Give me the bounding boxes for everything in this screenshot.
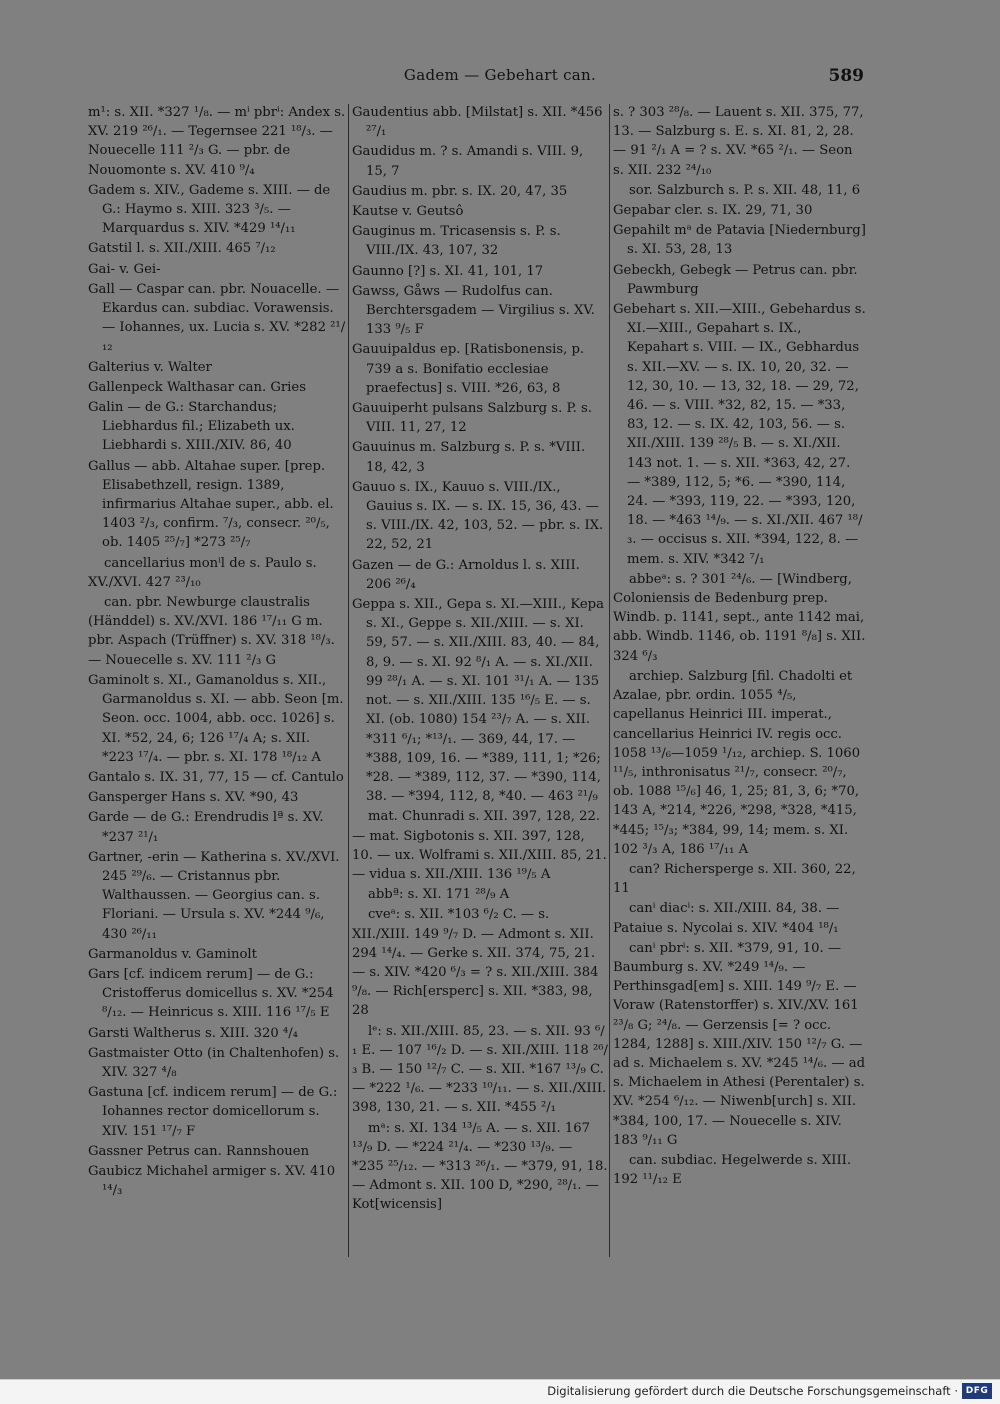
index-entry: Gastmaister Otto (in Chaltenhofen) s. XIV. 327 ⁴/₈ bbox=[88, 1045, 340, 1080]
index-entry: canⁱ pbrⁱ: s. XII. *379, 91, 10. — Baumburg s. XV. *249 ¹⁴/₉. — Perthinsgad[em] s. XIII. 149 ⁹/₇ E. — Voraw (Ratenstorffer) s. XIV./XV. 161 ²³/₈ G; ²⁴/₈. — Gerzensis [= ? occ. 1284, 1288] s. XIII./XIV. 150 ¹²/₇ G. — ad s. Michaelem s. XV. *245 ¹⁴/₆. — ad s. Michaelem in Athesi (Perentaler) s. XV. *254 ⁶/₁₂. — Niwenb[urch] s. XII. *384, 100, 17. — Nouecelle s. XIV. 183 ⁹/₁₁ G bbox=[613, 940, 866, 1148]
index-entry: m¹: s. XII. *327 ¹/₈. — mⁱ pbrⁱ: Andex s. XV. 219 ²⁶/₁. — Tegernsee 221 ¹⁸/₃. — Nouecelle 111 ²/₃ G. — pbr. de Nouomonte s. XV. 410 ⁹/₄ bbox=[88, 105, 346, 178]
index-entry: Gall — Caspar can. pbr. Nouacelle. — Ekardus can. subdiac. Vorawensis. — Iohannes, ux. Lucia s. XV. *282 ²¹/₁₂ bbox=[88, 281, 346, 355]
index-entry: Gebeckh, Gebegk — Petrus can. pbr. Pawmburg bbox=[613, 262, 858, 297]
index-entry: Gadem s. XIV., Gademe s. XIII. — de G.: Haymo s. XIII. 323 ³/₅. — Marquardus s. XIV. *429 ¹⁴/₁₁ bbox=[88, 182, 331, 237]
column-divider bbox=[348, 104, 349, 1257]
index-entry: can? Richersperge s. XII. 360, 22, 11 bbox=[613, 861, 856, 897]
index-entry: Gepabar cler. s. IX. 29, 71, 30 bbox=[613, 203, 813, 219]
index-entry: Gaudentius abb. [Milstat] s. XII. *456 ²⁷/₁ bbox=[352, 105, 603, 140]
funding-credit: Digitalisierung gefördert durch die Deutsche Forschungsgemeinschaft · bbox=[547, 1384, 958, 1398]
index-entry: s. ? 303 ²⁸/₈. — Lauent s. XII. 375, 77, 13. — Salzburg s. E. s. XI. 81, 2, 28. — 91 ²/₁ A = ? s. XV. *65 ²/₁. — Seon s. XII. 232 ²⁴/₁₀ bbox=[613, 105, 864, 178]
index-entry: Gantalo s. IX. 31, 77, 15 — cf. Cantulo bbox=[88, 769, 344, 785]
index-entry: archiep. Salzburg [fil. Chadolti et Azalae, pbr. ordin. 1055 ⁴/₅, capellanus Heinrici III. imperat., cancellarius Heinrici IV. regis occ. 1058 ¹³/₆—1059 ¹/₁₂, archiep. S. 1060 ¹¹/₅, inthronisatus ²¹/₇, consecr. ²⁰/₇, ob. 1088 ¹⁵/₆] 46, 1, 25; 81, 3, 6; *70, 143 A, *214, *226, *298, *328, *415, *445; ¹⁵/₃; *384, 99, 14; mem. s. XI. 102 ³/₃ A, 186 ¹⁷/₁₁ A bbox=[613, 668, 861, 857]
index-entry: Gauuipaldus ep. [Ratisbonensis, p. 739 a s. Bonifatio ecclesiae praefectus] s. VIII. *26, 63, 8 bbox=[352, 342, 585, 396]
index-entry: Gars [cf. indicem rerum] — de G.: Cristofferus domicellus s. XV. *254 ⁸/₁₂. — Heinricus s. XIII. 116 ¹⁷/₅ E bbox=[88, 966, 334, 1021]
index-column-middle bbox=[352, 103, 608, 1263]
index-entry: Gastuna [cf. indicem rerum] — de G.: Iohannes rector domicellorum s. XIV. 151 ¹⁷/₇ F bbox=[88, 1085, 338, 1139]
index-entry: Gauginus m. Tricasensis s. P. s. VIII./IX. 43, 107, 32 bbox=[352, 224, 561, 259]
index-entry: Gartner, -erin — Katherina s. XV./XVI. 245 ²⁹/₆. — Cristannus pbr. Walthaussen. — Georgius can. s. Floriani. — Ursula s. XV. *244 ⁹/₆, 430 ²⁶/₁₁ bbox=[88, 849, 340, 942]
index-entry: Garsti Waltherus s. XIII. 320 ⁴/₄ bbox=[88, 1025, 298, 1041]
index-entry: Gansperger Hans s. XV. *90, 43 bbox=[88, 790, 299, 806]
index-entry: Gaudidus m. ? s. Amandi s. VIII. 9, 15, 7 bbox=[352, 144, 584, 179]
index-entry: Gawss, Gåws — Rudolfus can. Berchtersgadem — Virgilius s. XV. 133 ⁹/₅ F bbox=[352, 283, 595, 338]
index-entry: cveᵃ: s. XII. *103 ⁶/₂ C. — s. XII./XIII. 149 ⁹/₇ D. — Admont s. XII. 294 ¹⁴/₄. — Gerke s. XII. 374, 75, 21. — s. XIV. *420 ⁶/₃ = ? s. XII./XIII. 384 ⁹/₈. — Rich[ersperc] s. XII. *383, 98, 28 bbox=[352, 907, 599, 1019]
index-entry: Gaubicz Michahel armiger s. XV. 410 ¹⁴/₃ bbox=[88, 1163, 336, 1199]
index-entry: Gassner Petrus can. Rannshouen bbox=[88, 1143, 310, 1159]
index-entry: Garmanoldus v. Gaminolt bbox=[88, 946, 257, 962]
index-entry: Gaunno [?] s. XI. 41, 101, 17 bbox=[352, 263, 544, 279]
index-entry: Galin — de G.: Starchandus; Liebhardus fil.; Elizabeth ux. Liebhardi s. XIII./XIV. 86, 40 bbox=[88, 400, 295, 454]
index-entry: canⁱ diacⁱ: s. XII./XIII. 84, 38. — Pataiue s. Nycolai s. XIV. *404 ¹⁸/₁ bbox=[613, 901, 840, 936]
column-divider bbox=[609, 104, 610, 1257]
index-entry: abbeᵃ: s. ? 301 ²⁴/₆. — [Windberg, Coloniensis de Bedenburg prep. Windb. p. 1141, sept., ante 1142 mai, abb. Windb. 1146, ob. 1191 ⁸/₈] s. XII. 324 ⁶/₃ bbox=[613, 571, 866, 664]
index-entry: can. pbr. Newburge claustralis (Händdel) s. XV./XVI. 186 ¹⁷/₁₁ G m. pbr. Aspach (Trüffner) s. XV. 318 ¹⁸/₃. — Nouecelle s. XV. 111 ²/₃ G bbox=[88, 595, 335, 668]
index-column-left bbox=[88, 103, 346, 1263]
footer-bar bbox=[0, 1379, 1000, 1404]
page-number: 589 bbox=[828, 66, 864, 86]
index-entry: Gepahilt mᵃ de Patavia [Niedernburg] s. XI. 53, 28, 13 bbox=[613, 223, 866, 258]
dfg-logo: DFG bbox=[962, 1383, 992, 1399]
index-entry: Gai- v. Gei- bbox=[88, 261, 161, 277]
running-title: Gadem — Gebehart can. bbox=[403, 66, 597, 84]
index-entry: Garde — de G.: Erendrudis lª s. XV. *237 ²¹/₁ bbox=[88, 810, 324, 845]
index-entry: Geppa s. XII., Gepa s. XI.—XIII., Kepa s. XI., Geppe s. XII./XIII. — s. XI. 59, 57. — s. XII./XIII. 83, 40. — 84, 8, 9. — s. XI. 92 ⁸/₁ A. — s. XI./XII. 99 ²⁸/₁ A. — s. XI. 101 ³¹/₁ A. — 135 not. — s. XII./XIII. 135 ¹⁶/₅ E. — s. XI. (ob. 1080) 154 ²³/₇ A. — s. XII. *311 ⁶/₁; *¹³/₁. — 369, 44, 17. — *388, 109, 16. — *389, 111, 1; *26; *28. — *389, 112, 37. — *390, 114, 38. — *394, 112, 8, *40. — 463 ²¹/₉ bbox=[352, 597, 604, 805]
index-entry: cancellarius monⁱl de s. Paulo s. XV./XVI. 427 ²³/₁₀ bbox=[88, 555, 317, 590]
index-entry: Kautse v. Geutsô bbox=[352, 204, 464, 220]
index-entry: lᵉ: s. XII./XIII. 85, 23. — s. XII. 93 ⁶/₁ E. — 107 ¹⁶/₂ D. — s. XII./XIII. 118 ²⁶/₃ B. — 150 ¹²/₇ C. — s. XII. *167 ¹³/₉ C. — *222 ¹/₆. — *233 ¹⁰/₁₁. — s. XII./XIII. 398, 130, 21. — s. XII. *455 ²/₁ bbox=[352, 1023, 608, 1116]
index-entry: mat. Chunradi s. XII. 397, 128, 22. — mat. Sigbotonis s. XII. 397, 128, 10. — ux. Wolframi s. XII./XIII. 85, 21. — vidua s. XII./XIII. 136 ¹⁹/₅ A bbox=[352, 809, 607, 882]
index-entry: Gaminolt s. XI., Gamanoldus s. XII., Garmanoldus s. XI. — abb. Seon [m. Seon. occ. 1004, abb. occ. 1026] s. XI. *52, 24, 6; 126 ¹⁷/₄ A; s. XII. *223 ¹⁷/₄. — pbr. s. XI. 178 ¹⁸/₁₂ A bbox=[88, 672, 344, 765]
index-entry: can. subdiac. Hegelwerde s. XIII. 192 ¹¹/₁₂ E bbox=[613, 1152, 852, 1188]
index-entry: Gaudius m. pbr. s. IX. 20, 47, 35 bbox=[352, 183, 568, 199]
index-entry: mᵃ: s. XI. 134 ¹³/₅ A. — s. XII. 167 ¹³/₉ D. — *224 ²¹/₄. — *230 ¹³/₉. — *235 ²⁵/₁₂. — *313 ²⁶/₁. — *379, 91, 18. — Admont s. XII. 100 D, *290, ²⁸/₁. — Kot[wicensis] bbox=[352, 1120, 608, 1213]
index-entry: Gallus — abb. Altahae super. [prep. Elisabethzell, resign. 1389, infirmarius Altahae super., abb. el. 1403 ²/₃, confirm. ⁷/₃, consecr. ²⁰/₅, ob. 1405 ²⁵/₇] *273 ²⁵/₇ bbox=[88, 458, 334, 551]
index-entry: Galterius v. Walter bbox=[88, 359, 212, 375]
index-entry: Gebehart s. XII.—XIII., Gebehardus s. XI.—XIII., Gepahart s. IX., Kepahart s. VIII. — IX., Gebhardus s. XII.—XV. — s. IX. 10, 20, 32. — 12, 30, 10. — 13, 32, 18. — 29, 72, 46. — s. VIII. *32, 82, 15. — *33, 83, 12. — s. IX. 42, 103, 56. — s. XII./XIII. 139 ²⁸/₅ B. — s. XI./XII. 143 not. 1. — s. XII. *363, 42, 27. — *389, 112, 5; *6. — *390, 114, 24. — *393, 119, 22. — *393, 120, 18. — *463 ¹⁴/₉. — s. XI./XII. 467 ¹⁸/₃. — occisus s. XII. *394, 122, 8. — mem. s. XIV. *342 ⁷/₁ bbox=[613, 302, 866, 567]
index-entry: Gatstil l. s. XII./XIII. 465 ⁷/₁₂ bbox=[88, 241, 276, 257]
index-entry: Gauuinus m. Salzburg s. P. s. *VIII. 18, 42, 3 bbox=[352, 440, 586, 475]
index-entry: Gauuiperht pulsans Salzburg s. P. s. VIII. 11, 27, 12 bbox=[352, 401, 592, 436]
index-entry: Gallenpeck Walthasar can. Gries bbox=[88, 379, 306, 395]
index-entry: sor. Salzburch s. P. s. XII. 48, 11, 6 bbox=[629, 182, 861, 198]
index-entry: abbª: s. XI. 171 ²⁸/₉ A bbox=[368, 887, 510, 903]
index-column-right bbox=[613, 103, 867, 1263]
index-entry: Gauuo s. IX., Kauuo s. VIII./IX., Gauius s. IX. — s. IX. 15, 36, 43. — s. VIII./IX. 42, 103, 52. — pbr. s. IX. 22, 52, 21 bbox=[352, 479, 604, 553]
index-entry: Gazen — de G.: Arnoldus l. s. XIII. 206 ²⁶/₄ bbox=[352, 557, 580, 592]
